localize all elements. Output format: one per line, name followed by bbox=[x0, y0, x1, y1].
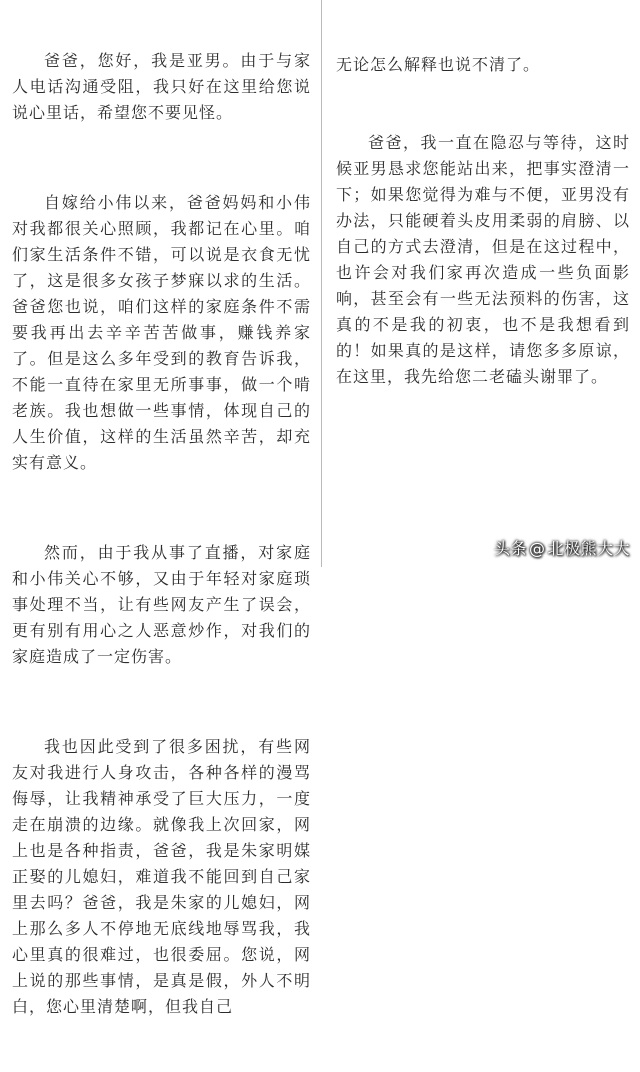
left-paragraph-2: 自嫁给小伟以来，爸爸妈妈和小伟对我都很关心照顾，我都记在心里。咱们家生活条件不错，可以说是衣食无忧了，这是很多女孩子梦寐以求的生活。爸爸您也说，咱们这样的家庭条件不需要我再出去辛辛苦苦做事，赚钱养家了。但是这么多年受到的教育告诉我，不能一直待在家里无所事事，做一个啃老族。我也想做一些事情，体现自己的人生价值，这样的生活虽然辛苦，却充实有意义。 bbox=[12, 193, 311, 472]
left-paragraph-4: 我也因此受到了很多困扰，有些网友对我进行人身攻击，各种各样的漫骂侮辱，让我精神承受了巨大压力，一度走在崩溃的边缘。就像我上次回家，网上也是各种指责，爸爸，我是朱家明媒正娶的儿媳妇，难道我不能回到自己家里去吗？爸爸，我是朱家的儿媳妇，网上那么多人不停地无底线地辱骂我，我心里真的很难过，也很委屈。您说，网上说的那些事情，是真是假，外人不明白，您心里清楚啊，但我自己 bbox=[12, 737, 311, 1016]
watermark-author: 北极熊大大 bbox=[547, 539, 630, 558]
left-paragraph-3: 然而，由于我从事了直播，对家庭和小伟关心不够，又由于年轻对家庭琐事处理不当，让有些网友产生了误会，更有别有用心之人恶意炒作，对我们的家庭造成了一定伤害。 bbox=[12, 543, 311, 666]
watermark bbox=[494, 536, 630, 559]
right-paragraph-1: 无论怎么解释也说不清了。 bbox=[336, 55, 541, 74]
right-paragraph-2: 爸爸，我一直在隐忍与等待，这时候亚男恳求您能站出来，把事实澄清一下；如果您觉得为难与不便，亚男没有办法，只能硬着头皮用柔弱的肩膀、以自己的方式去澄清，但是在这过程中，也许会对我们家再次造成一些负面影响，甚至会有一些无法预料的伤害，这真的不是我的初衷，也不是我想看到的！如果真的是这样，请您多多原谅，在这里，我先给您二老磕头谢罪了。 bbox=[336, 133, 630, 386]
watermark-at-symbol: @ bbox=[528, 539, 546, 558]
left-paragraph-1: 爸爸，您好，我是亚男。由于与家人电话沟通受阻，我只好在这里给您说说心里话，希望您不要见怪。 bbox=[12, 51, 311, 122]
watermark-platform: 头条 bbox=[493, 539, 527, 558]
left-column bbox=[0, 0, 322, 1016]
right-column bbox=[322, 0, 640, 567]
